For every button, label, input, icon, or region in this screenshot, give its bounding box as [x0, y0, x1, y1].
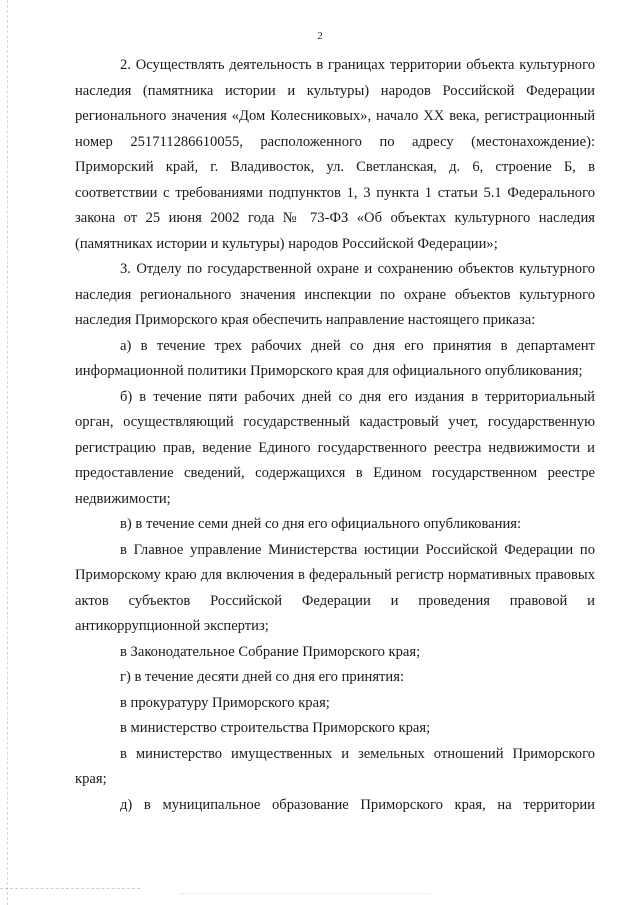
paragraph-recipient-ministry-justice: в Главное управление Министерства юстиции Российской Федерации по Приморскому краю для включения в федеральный регистр нормативных правовых актов субъектов Российской Федерации и проведения правовой и антикоррупционной экспертиз; — [75, 541, 595, 634]
paragraph-item-2: 2. Осуществлять деятельность в границах территории объекта культурного наследия (памятника истории и культуры) народов Российской Федерации регионального значения «Дом Колесниковых», начало XX века, регистрационный номер 251711286610055, расположенного по адресу (местонахождение): Приморский край, г. Владивосток, ул. Светланская, д. 6, строение Б, в соответствии с требованиями подпунктов 1, 3 пункта 1 статьи 5.1 Федерального закона от 25 июня 2002 года № 73-ФЗ «Об объектах культурного наследия (памятниках истории и культуры) народов Российской Федерации»; — [75, 57, 595, 252]
paragraph-subitem-g: г) в течение десяти дней со дня его принятия: — [120, 669, 405, 685]
page-number: 2 — [317, 30, 323, 42]
paragraph-recipient-ministry-construction: в министерство строительства Приморского края; — [120, 720, 431, 736]
paragraph-subitem-b: б) в течение пяти рабочих дней со дня его издания в территориальный орган, осуществляющий государственный кадастровый учет, государственную регистрацию прав, ведение Единого государственного реестра недвижимости и предоставление сведений, содержащихся в Едином государственном реестре недвижимости; — [75, 388, 595, 507]
paragraph-subitem-d: д) в муниципальное образование Приморского края, на территории — [120, 796, 595, 813]
document-body — [75, 53, 595, 818]
paragraph-recipient-ministry-property: в министерство имущественных и земельных отношений Приморского края; — [75, 745, 595, 787]
paragraph-item-3: 3. Отделу по государственной охране и сохранению объектов культурного наследия регионального значения инспекции по охране объектов культурного наследия Приморского края обеспечить направление настоящего приказа: — [75, 261, 595, 328]
scan-bottom-artifact — [0, 888, 140, 890]
paragraph-subitem-v: в) в течение семи дней со дня его официального опубликования: — [120, 516, 522, 532]
scan-bottom-artifact — [180, 893, 430, 895]
paragraph-subitem-a: а) в течение трех рабочих дней со дня его принятия в департамент информационной политики Приморского края для официального опубликования; — [75, 337, 595, 379]
paragraph-recipient-legislative-assembly: в Законодательное Собрание Приморского края; — [120, 643, 421, 660]
scan-margin-artifact — [7, 0, 9, 905]
paragraph-recipient-prosecutor: в прокуратуру Приморского края; — [120, 694, 330, 711]
